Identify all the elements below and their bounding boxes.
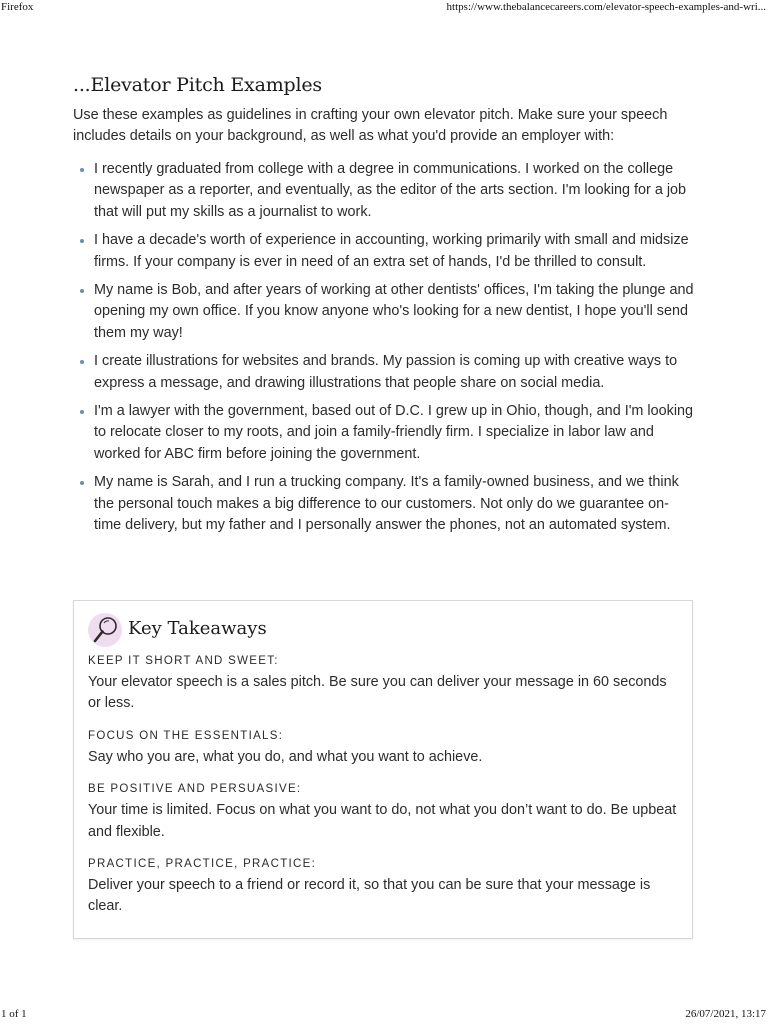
takeaway-label: FOCUS ON THE ESSENTIALS:: [88, 729, 284, 742]
bullet-icon: [80, 239, 84, 243]
takeaway-text: Your time is limited. Focus on what you want to do, not what you don’t want to do. Be upbeat and flexible.: [88, 802, 677, 840]
magnifier-icon: [88, 613, 122, 647]
takeaway-text: Say who you are, what you do, and what you want to achieve.: [88, 748, 483, 765]
list-item-text: My name is Bob, and after years of working at other dentists' offices, I'm taking the plunge and opening my own office. If you know anyone who's looking for a new dentist, I hope you'll send them my way!: [94, 282, 694, 341]
list-item-text: My name is Sarah, and I run a trucking company. It's a family-owned business, and we think the personal touch makes a big difference to our customers. Not only do we guarantee on-time delivery, but my father and I personally answer the phones, not an automated system.: [94, 474, 679, 534]
takeaway-label: BE POSITIVE AND PERSUASIVE:: [88, 783, 302, 796]
page-url: https://www.thebalancecareers.com/elevator-speech-examples-and-wri...: [446, 1, 766, 13]
bullet-icon: [80, 289, 84, 293]
key-takeaways-list: [88, 654, 683, 932]
intro-paragraph: Use these examples as guidelines in crafting your own elevator pitch. Make sure your speech includes details on your background, as well as what you'd provide an employer with:: [73, 107, 668, 144]
browser-name: Firefox: [1, 1, 34, 13]
key-takeaways-box: [73, 600, 693, 939]
bullet-icon: [80, 360, 84, 364]
article-section: [73, 74, 695, 544]
page-counter: 1 of 1: [1, 1008, 27, 1020]
bullet-icon: [80, 410, 84, 414]
key-takeaways-title: Key Takeaways: [128, 618, 267, 639]
list-item-text: I'm a lawyer with the government, based out of D.C. I grew up in Ohio, though, and I'm looking to relocate closer to my roots, and join a family-friendly firm. I specialize in labor law and worked for ABC firm before joining the government.: [94, 403, 694, 462]
bullet-icon: [80, 481, 84, 485]
takeaway-label: PRACTICE, PRACTICE, PRACTICE:: [88, 858, 317, 871]
list-item: [94, 472, 695, 536]
list-item: [94, 351, 695, 394]
list-item: [94, 230, 695, 273]
list-item-text: I have a decade's worth of experience in accounting, working primarily with small and midsize firms. If your company is ever in need of an extra set of hands, I'd be thrilled to consult.: [94, 232, 689, 270]
section-heading: ...Elevator Pitch Examples: [73, 74, 322, 96]
print-header: [0, 0, 768, 16]
print-timestamp: 26/07/2021, 13:17: [685, 1008, 766, 1020]
print-footer: [0, 1008, 768, 1024]
takeaway-text: Your elevator speech is a sales pitch. Be sure you can deliver your message in 60 seconds or less.: [88, 674, 667, 712]
list-item: [94, 159, 695, 223]
list-item: [94, 401, 695, 465]
list-item-text: I create illustrations for websites and brands. My passion is coming up with creative ways to express a message, and drawing illustrations that people share on social media.: [94, 353, 678, 391]
bullet-icon: [80, 168, 84, 172]
list-item-text: I recently graduated from college with a degree in communications. I worked on the college newspaper as a reporter, and eventually, as the editor of the arts section. I'm looking for a job that will put my skills as a journalist to work.: [94, 161, 687, 220]
pitch-examples-list: [73, 159, 695, 537]
list-item: [94, 280, 695, 344]
takeaway-label: KEEP IT SHORT AND SWEET:: [88, 655, 279, 667]
takeaway-text: Deliver your speech to a friend or record it, so that you can be sure that your message is clear.: [88, 877, 651, 915]
